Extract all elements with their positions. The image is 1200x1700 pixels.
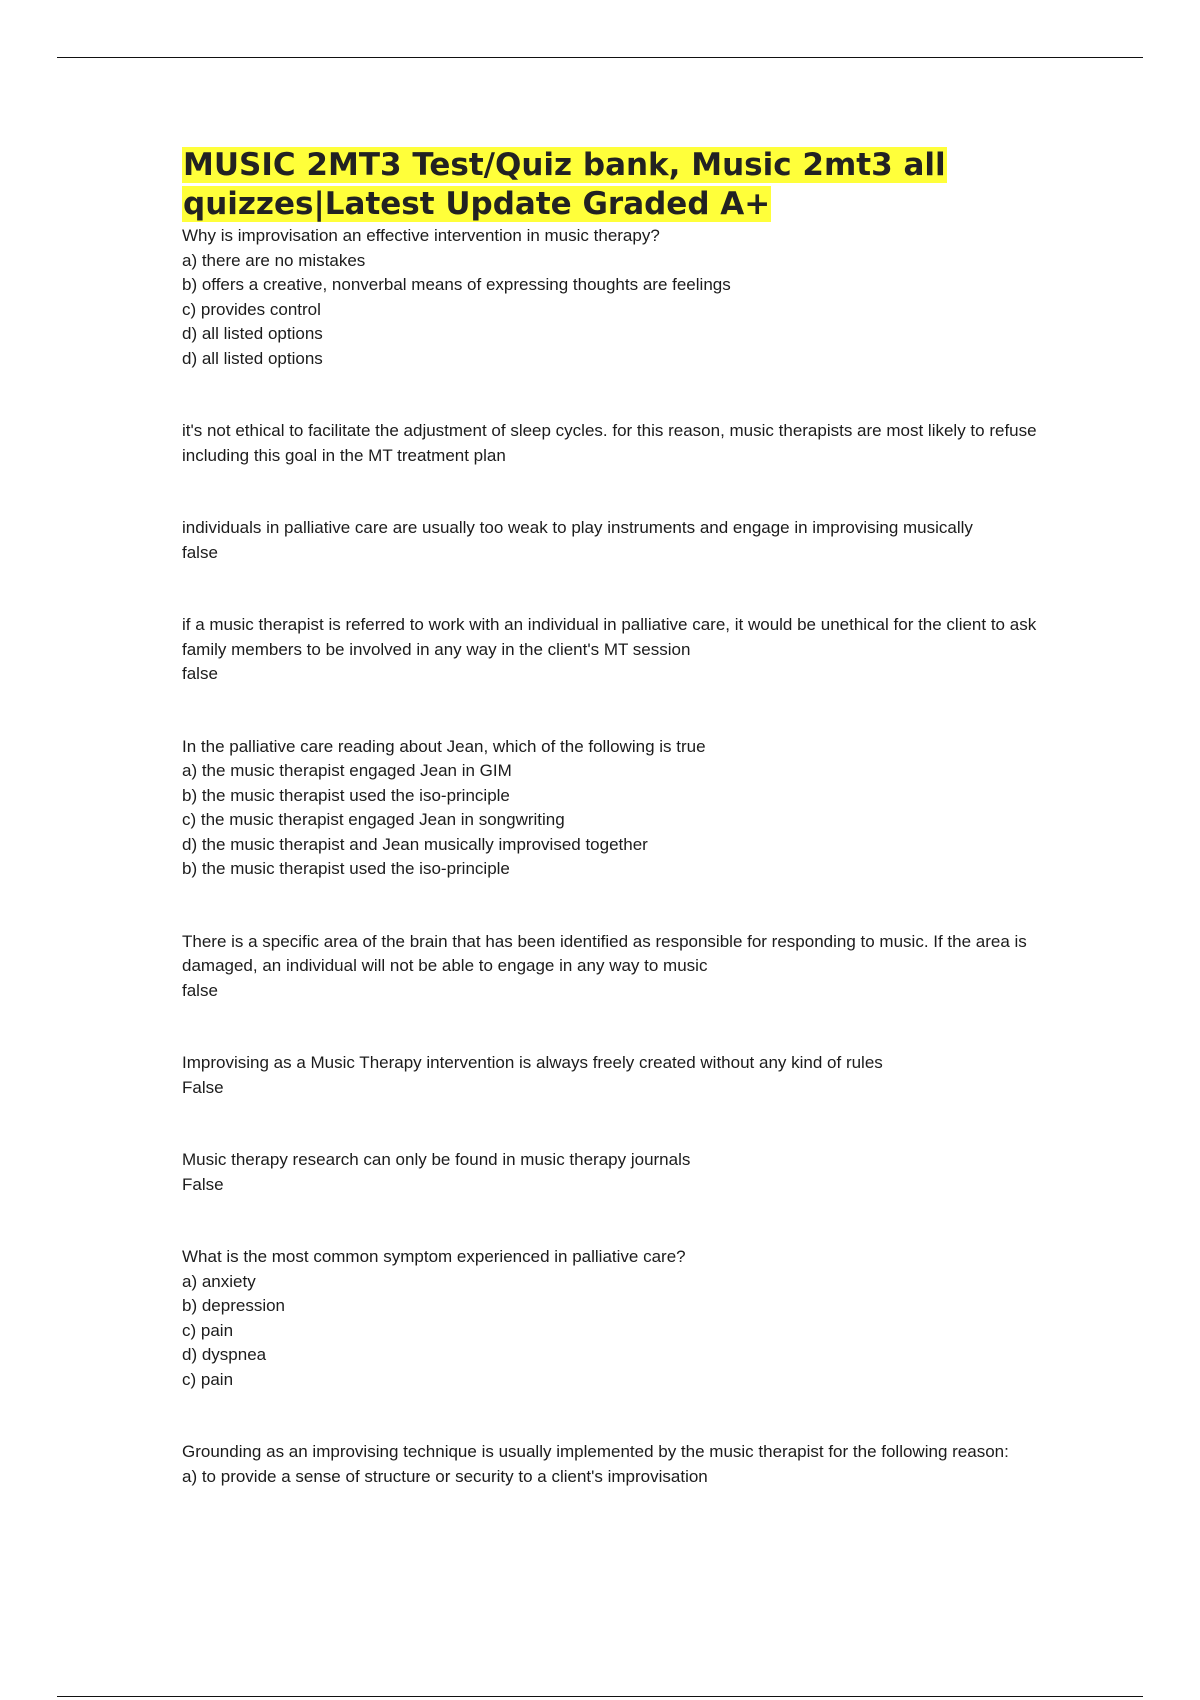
correct-answer: False <box>182 1077 224 1097</box>
correct-answer: d) all listed options <box>182 348 323 368</box>
question-block <box>182 1245 1042 1392</box>
question-block <box>182 930 1042 1004</box>
page-top-rule <box>57 57 1143 58</box>
question-block <box>182 516 1042 565</box>
answer-option: b) offers a creative, nonverbal means of expressing thoughts are feelings <box>182 275 731 294</box>
correct-answer: c) pain <box>182 1369 234 1389</box>
question-text: In the palliative care reading about Jean, which of the following is true <box>182 736 706 756</box>
answer-option: a) the music therapist engaged Jean in GIM <box>182 761 512 780</box>
question-block <box>182 613 1042 687</box>
answer-option: b) depression <box>182 1296 286 1315</box>
question-text: individuals in palliative care are usually too weak to play instruments and engage in improvising musically <box>182 518 973 537</box>
question-block <box>182 224 1042 371</box>
correct-answer: false <box>182 542 218 562</box>
answer-option: d) the music therapist and Jean musically improvised together <box>182 834 648 854</box>
correct-answer: false <box>182 980 218 1000</box>
question-text: Grounding as an improvising technique is usually implemented by the music therapist for the following reason: <box>182 1442 1009 1461</box>
answer-option: c) pain <box>182 1320 234 1340</box>
question-text: What is the most common symptom experienced in palliative care? <box>182 1247 686 1266</box>
question-block <box>182 1440 1042 1489</box>
title-highlight: MUSIC 2MT3 Test/Quiz bank, Music 2mt3 all quizzes|Latest Update Graded A+ <box>183 147 946 222</box>
question-text: There is a specific area of the brain that has been identified as responsible for responding to music. If the area is damaged, an individual will not be able to engage in any way to music <box>182 931 1032 975</box>
document-body <box>182 146 1042 1489</box>
document-title <box>182 146 1042 224</box>
correct-answer: b) the music therapist used the iso-principle <box>182 859 510 878</box>
question-text: it's not ethical to facilitate the adjustment of sleep cycles. for this reason, music therapists are most likely to refuse including this goal in the MT treatment plan <box>182 421 1042 465</box>
question-block <box>182 1051 1042 1100</box>
question-block <box>182 1148 1042 1197</box>
question-block <box>182 419 1042 468</box>
question-text: Improvising as a Music Therapy intervention is always freely created without any kind of rules <box>182 1053 883 1072</box>
page-bottom-rule <box>57 1696 1143 1697</box>
question-text: Music therapy research can only be found in music therapy journals <box>182 1150 691 1169</box>
answer-option: c) provides control <box>182 299 321 319</box>
answer-option: b) the music therapist used the iso-principle <box>182 785 510 805</box>
answer-option: d) dyspnea <box>182 1345 267 1364</box>
answer-option: d) all listed options <box>182 324 323 343</box>
correct-answer: False <box>182 1174 224 1194</box>
correct-answer: a) to provide a sense of structure or security to a client's improvisation <box>182 1466 708 1486</box>
question-block <box>182 735 1042 882</box>
question-text: if a music therapist is referred to work with an individual in palliative care, it would be unethical for the client to ask family members to be involved in any way in the client's MT session <box>182 615 1041 659</box>
answer-option: c) the music therapist engaged Jean in songwriting <box>182 810 565 829</box>
answer-option: a) there are no mistakes <box>182 250 366 270</box>
answer-option: a) anxiety <box>182 1271 256 1291</box>
correct-answer: false <box>182 664 218 683</box>
question-text: Why is improvisation an effective intervention in music therapy? <box>182 226 660 245</box>
